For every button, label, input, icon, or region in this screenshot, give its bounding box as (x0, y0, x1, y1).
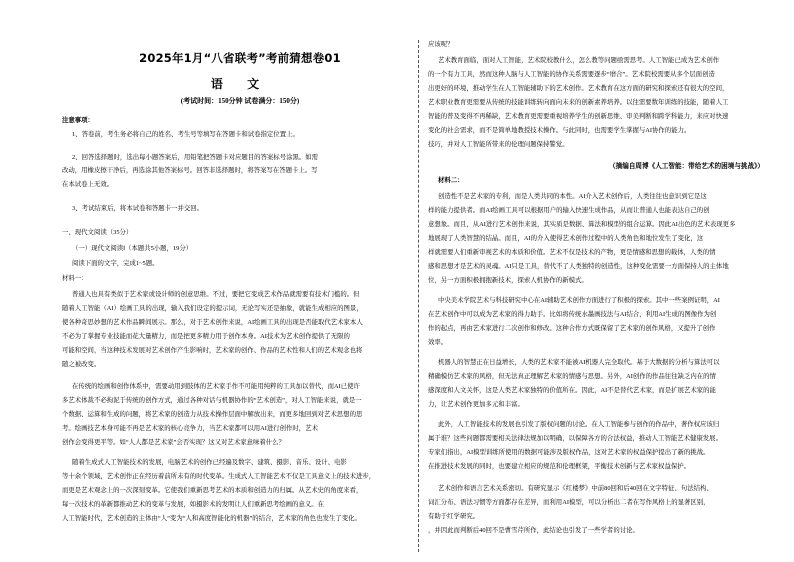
source-citation: （摘编自周博《人工智能：带给艺术的困境与挑战》） (609, 163, 764, 170)
paragraph-line: 随着生成式人工智能技术的发展，电脑艺术的创作已经遍及数字、建筑、摄影、音乐、设计、电影 (72, 459, 347, 466)
paragraph-line: 艺术创作和语言艺术关系密切。有研究显示《红楼梦》中前80回和后40回在文字特征、句法结构、 (438, 485, 713, 492)
paragraph-line: 等十余个领域，艺术创作正在经历着前所未有的时代变革。生成式人工智能艺术不仅是工具意义上的技术进步， (62, 473, 376, 480)
notice-item: 1、答卷前，考生务必将自己的姓名、考生号等填写在答题卡和试卷指定位置上。 (72, 131, 299, 138)
paragraph-line: 中央美术学院艺术与科技研究中心在AI辅助艺术创作方面进行了积极的探索。其中一些案例证明，AI (438, 297, 720, 304)
notice-item: 改动，用橡皮擦干净后，再选涂其他答案标号。回答非选择题时，将答案写在答题卡上。写 (62, 167, 318, 174)
paragraph-line: 力，让艺术创作更加多元和丰富。 (428, 401, 524, 408)
paragraph-line: 人工智能时代，艺术创造的主体由“人”变为“人和高度智能化的机器”的结合，艺术家的角色也发生了变化。 (62, 515, 361, 522)
paragraph-line: 考。绘画技艺本身可能不再是艺术家的核心竞争力，当艺术家都可以用AI进行创作时，艺术 (62, 425, 318, 432)
paragraph-line: 应该呢？ (428, 41, 454, 48)
paragraph-line: 出更好的环境，推动学生在人工智能辅助下的艺术创作。艺术教育在这方面的研究和探索还有很大的空间， (428, 85, 729, 92)
paragraph-line: 在推进技术发展的同时，也要建立相应的规范和伦理框架，平衡技术创新与艺术家权益保护。 (428, 463, 691, 470)
paragraph-line: 作的起点，再由艺术家进行二次创作和修改。这种合作方式既保留了艺术家的创作风格，又提升了创作 (428, 325, 716, 332)
paragraph-line: 随着人工智能（AI）绘画工具的出现，输入我们设定的提示词，无论写实还是抽象，就能生成相应的图景， (62, 305, 363, 312)
paragraph-line: 机器人的智慧正在日益增长，人类的艺术家不能被AI机器人完全取代。基于大数据的分析与算法可以 (438, 359, 720, 366)
paragraph-line: 在艺术创作中可以成为艺术家的得力助手。比如将传统水墨画技法与AI结合，利用AI生成的图像作为创 (428, 311, 717, 318)
paragraph-line: 样的能力提供者。而AI绘画工具可以根据用户的输入快速生成作品，从而让普通人也能表达自己的创 (428, 207, 710, 214)
paragraph-line: 有助于红学研究。 (428, 513, 480, 520)
notice-heading: 注意事项： (62, 117, 94, 124)
paragraph-line: 此外，人工智能技术的发展也引发了版权问题的讨论。在人工智能参与创作的作品中，著作权应该归 (438, 421, 720, 428)
paragraph-line: 变化的社会需求，而不是简单地教授技术操作。与此同时，也需要学生掌握与AI协作的能力。 (428, 127, 691, 134)
section-heading: 一、现代文阅读（35分） (62, 229, 133, 236)
column-divider (418, 40, 419, 552)
paragraph-line: 不必为了掌握专业技能而花大量精力，而是把更多精力用于创作本身。AI技术为艺术创作提供了无限的 (62, 333, 350, 340)
subsection-heading: （一）现代文阅读Ⅰ（本题共5小题，19分） (72, 245, 193, 252)
paragraph-line: 精确模仿艺术家的风格，但无法真正理解艺术家的情感与思想。另外，AI创作的作品往往缺乏内在的情 (428, 373, 716, 380)
notice-item: 2、回答选择题时，选出每小题答案后，用铅笔把答题卡对应题目的答案标号涂黑。如需 (72, 154, 319, 161)
paragraph-line: 属于谁？这些问题都需要相关法律法规加以明确，以保障各方的合法权益，推动人工智能艺术健康发展。 (428, 435, 722, 442)
material-label: 材料二： (438, 177, 464, 184)
exam-title: 2025年1月“八省联考”考前猜想卷01 (139, 51, 341, 65)
paragraph-line: 个数据、运算和生成的问题，将艺术家的创造力从技术操作层面中解放出来，而更多地回到对艺术思想的思 (62, 411, 363, 418)
paragraph-line: 技巧，并对人工智能所带来的伦理问题保持警觉。 (428, 141, 569, 148)
paragraph-line: 多艺术体裁不必拘泥于传统的创作方式，通过各种对话与机器协作的“艺术创造”，对人工智能来说，就是一 (62, 397, 362, 404)
material-label: 材料一： (62, 275, 88, 282)
exam-info: (考试时间：150分钟 试卷满分：150分) (180, 97, 300, 105)
paragraph-line: 意想象。而且，从AI进行艺术创作来说，其实质是数据、算法和模型的组合运算。因此AI出色的艺术表现更多 (428, 221, 736, 228)
paragraph-line: 创造性不是艺术家的专利，而是人类共同的本性。AI介入艺术创作后，人类往往也意识到它是这 (438, 193, 707, 200)
paragraph-line: 效率。 (428, 339, 448, 346)
paragraph-line: 在传统的绘画和创作体系中，需要动用到肢体的艺术家手作不可能用纯粹的工具加以替代，而AI已使许 (72, 383, 360, 390)
paragraph-line: 的一个有力工具，然而这种人脑与人工智能的协作关系需要逐步“磨合”。艺术院校需要从多个层面创造 (428, 71, 715, 78)
paragraph-line: 艺术职业教育更需要从传统的技能训练转向面向未来的创新素养培养。以往需要数年训练的技能，随着人工 (428, 99, 729, 106)
instruction-text: 阅读下面的文字，完成1~5题。 (72, 260, 159, 267)
paragraph-line: 每一次技术的革新都推动艺术的变革与发展，如摄影术的发明让人们重新思考绘画的意义。在 (62, 501, 325, 508)
paragraph-line: 艺术教育面临，面对人工智能，艺术院校教什么，怎么教等问题亟需思考。人工智能已成为艺术创作 (438, 57, 720, 64)
paragraph-line: 普通人也具有类似于艺术家或设计师的创意思维。不过，要把它变成艺术作品就需要有技术门槛的。但 (72, 291, 360, 298)
paragraph-line: 随之被改变。 (62, 361, 101, 368)
paragraph-line: 感和思想才是艺术的灵魂。AI只是工具，替代不了人类独特的创造性，这种变化需要一方面保持人的主体地 (428, 263, 729, 270)
subject-title: 语 文 (210, 77, 270, 91)
paragraph-line: 感深度和人文关怀，这是人类艺术家独特的价值所在。因此，AI不是替代艺术家，而是扩展艺术家的能 (428, 387, 716, 394)
notice-item: 在本试卷上无效。 (62, 181, 114, 188)
paragraph-line: 词汇分布、语法习惯等方面都存在差异，而利用AI模型，可以分析出二者在写作风格上的显著区别， (428, 499, 710, 506)
paragraph-line: 智能的普及变得不再稀缺，艺术教育更需要重视培养学生的创新思维、审美判断和跨学科能力，来应对快速 (428, 113, 729, 120)
paragraph-line: 专家们指出，AI模型训练所使用的数据可能涉及版权作品，这对艺术家的权益保护提出了新的挑战。 (428, 449, 710, 456)
notice-item: 3、考试结束后，将本试卷和答题卡一并交回。 (72, 205, 204, 212)
paragraph-line: ，并因此而判断后40回不是曹雪芹所作，此结论也引发了一些学者的讨论。 (428, 527, 639, 534)
paragraph-line: 样就需要人们重新审视艺术的本质和价值。艺术不仅是技术的产物，更是情感和思想的载体，人类的情 (428, 249, 716, 256)
paragraph-line: 位，另一方面积极拥抱新技术，探索人机协作的新模式。 (428, 277, 588, 284)
paragraph-line: 可能和空间，当这种技术发展对艺术创作产生影响时，艺术家的创作、作品的艺术性和人们的艺术观念也将 (62, 347, 363, 354)
paragraph-line: 而更是艺术观念上的一次深刻变革。它使我们重新思考艺术的本质和创造力的归属。从艺术史的角度来看， (62, 487, 363, 494)
paragraph-line: 地展现了人类智慧的结晶。而且，AI的介入使得艺术创作过程中的人类角色和地位发生了变化，这 (428, 235, 704, 242)
paragraph-line: 创作会变得更平等。如“人人都是艺术家”会否实现？这又对艺术家意味着什么？ (62, 439, 285, 446)
paragraph-line: 使各种奇思妙想的艺术作品瞬间展示。那么，对于艺术创作来说，AI绘画工具的出现是否能取代艺术家本人 (62, 319, 363, 326)
